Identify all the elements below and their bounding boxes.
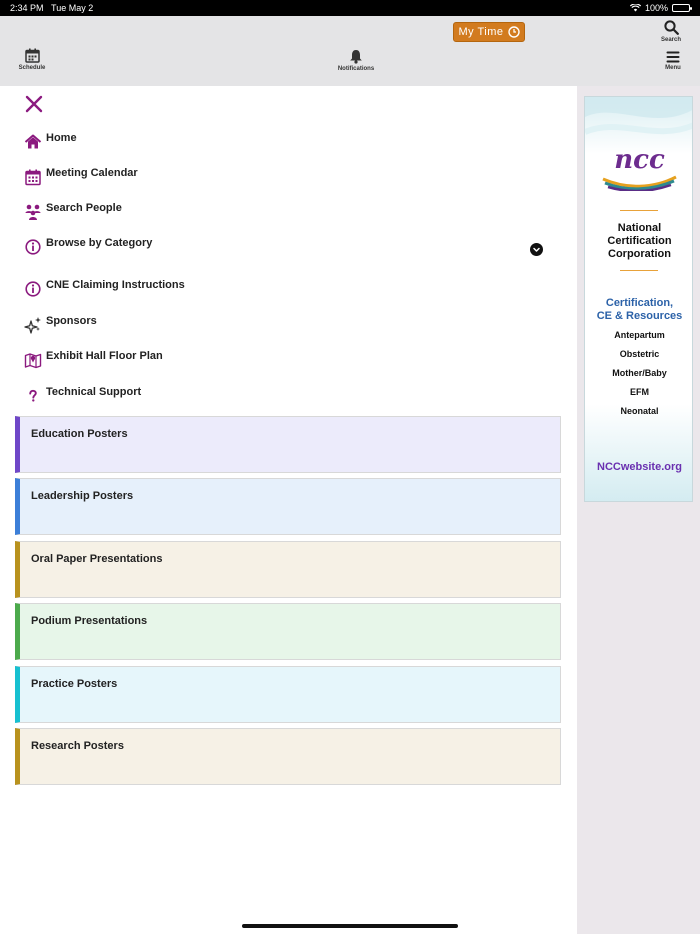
calendar-icon bbox=[25, 48, 40, 63]
ad-org-line: Certification bbox=[607, 235, 672, 247]
calendar-icon bbox=[24, 168, 42, 186]
menu-item-label: Technical Support bbox=[46, 386, 142, 398]
clock-icon bbox=[508, 26, 520, 38]
info-icon bbox=[24, 280, 42, 298]
menu-item-label: Sponsors bbox=[46, 315, 97, 327]
status-time: 2:34 PM Tue May 2 bbox=[10, 3, 94, 13]
ad-website: NCCwebsite.org bbox=[597, 461, 682, 473]
menu-item-sponsors[interactable] bbox=[24, 312, 554, 342]
ad-specialty: Mother/Baby bbox=[612, 368, 667, 378]
side-panel bbox=[577, 86, 700, 934]
menu-item-label: Exhibit Hall Floor Plan bbox=[46, 350, 163, 362]
ad-divider bbox=[620, 210, 658, 211]
category-label: Oral Paper Presentations bbox=[31, 553, 163, 565]
battery-icon bbox=[672, 4, 690, 12]
ad-cert-line: Certification, bbox=[605, 297, 674, 309]
category-card-research-posters[interactable] bbox=[15, 728, 561, 785]
top-bar bbox=[0, 16, 700, 86]
home-indicator bbox=[242, 924, 458, 928]
my-time-button[interactable] bbox=[453, 22, 525, 42]
schedule-button[interactable] bbox=[16, 48, 48, 71]
close-icon bbox=[25, 95, 43, 113]
battery-percent: 100% bbox=[644, 3, 668, 13]
menu-item-label: CNE Claiming Instructions bbox=[46, 279, 185, 291]
chevron-down-icon[interactable] bbox=[530, 243, 543, 256]
menu-label: Menu bbox=[665, 65, 681, 71]
ad-divider bbox=[620, 270, 658, 271]
search-button[interactable] bbox=[658, 20, 684, 43]
menu-item-label: Browse by Category bbox=[46, 237, 153, 249]
notifications-button[interactable] bbox=[333, 49, 379, 72]
menu-item-label: Meeting Calendar bbox=[46, 167, 138, 179]
category-label: Practice Posters bbox=[31, 678, 118, 690]
ad-org-line: Corporation bbox=[608, 248, 671, 260]
ad-specialty: Antepartum bbox=[614, 330, 665, 340]
menu-item-meeting-calendar[interactable] bbox=[24, 164, 554, 194]
hamburger-icon bbox=[666, 51, 680, 63]
schedule-label: Schedule bbox=[18, 65, 46, 71]
category-card-practice-posters[interactable] bbox=[15, 666, 561, 723]
search-icon bbox=[664, 20, 679, 35]
category-label: Leadership Posters bbox=[31, 490, 134, 502]
category-card-oral-paper-presentations[interactable] bbox=[15, 541, 561, 598]
menu-item-cne-claiming-instructions[interactable] bbox=[24, 276, 554, 306]
info-icon bbox=[24, 238, 42, 256]
my-time-label: My Time bbox=[458, 26, 504, 38]
ad-cert-line: CE & Resources bbox=[596, 310, 683, 322]
bell-icon bbox=[349, 49, 363, 64]
menu-item-technical-support[interactable] bbox=[24, 383, 554, 413]
ncc-logo-swoosh bbox=[601, 175, 678, 191]
ad-org-line: National bbox=[617, 222, 662, 234]
status-right bbox=[630, 3, 690, 13]
people-icon bbox=[24, 203, 42, 221]
close-menu-button[interactable] bbox=[25, 95, 43, 113]
menu-button[interactable] bbox=[660, 51, 686, 71]
map-icon bbox=[24, 351, 42, 369]
ncc-advertisement[interactable] bbox=[584, 96, 693, 502]
navigation-menu bbox=[0, 86, 577, 934]
menu-item-search-people[interactable] bbox=[24, 199, 554, 229]
category-card-leadership-posters[interactable] bbox=[15, 478, 561, 535]
ad-specialty: EFM bbox=[630, 387, 649, 397]
ncc-logo: ncc bbox=[614, 145, 665, 175]
ad-specialty: Neonatal bbox=[620, 406, 659, 416]
status-bar bbox=[0, 0, 700, 16]
menu-item-exhibit-hall-floor-plan[interactable] bbox=[24, 347, 554, 377]
menu-item-home[interactable] bbox=[24, 129, 554, 159]
category-label: Podium Presentations bbox=[31, 615, 148, 627]
search-label: Search bbox=[660, 37, 681, 43]
menu-item-label: Search People bbox=[46, 202, 122, 214]
home-icon bbox=[24, 133, 42, 151]
menu-item-browse-by-category[interactable] bbox=[24, 234, 554, 272]
question-icon bbox=[24, 387, 42, 405]
category-label: Research Posters bbox=[31, 740, 124, 752]
category-card-education-posters[interactable] bbox=[15, 416, 561, 473]
category-label: Education Posters bbox=[31, 428, 128, 440]
ad-specialty: Obstetric bbox=[619, 349, 660, 359]
menu-item-label: Home bbox=[46, 132, 77, 144]
sparkle-icon bbox=[24, 316, 42, 334]
category-card-podium-presentations[interactable] bbox=[15, 603, 561, 660]
wifi-icon bbox=[630, 4, 641, 12]
notifications-label: Notifications bbox=[337, 66, 375, 72]
